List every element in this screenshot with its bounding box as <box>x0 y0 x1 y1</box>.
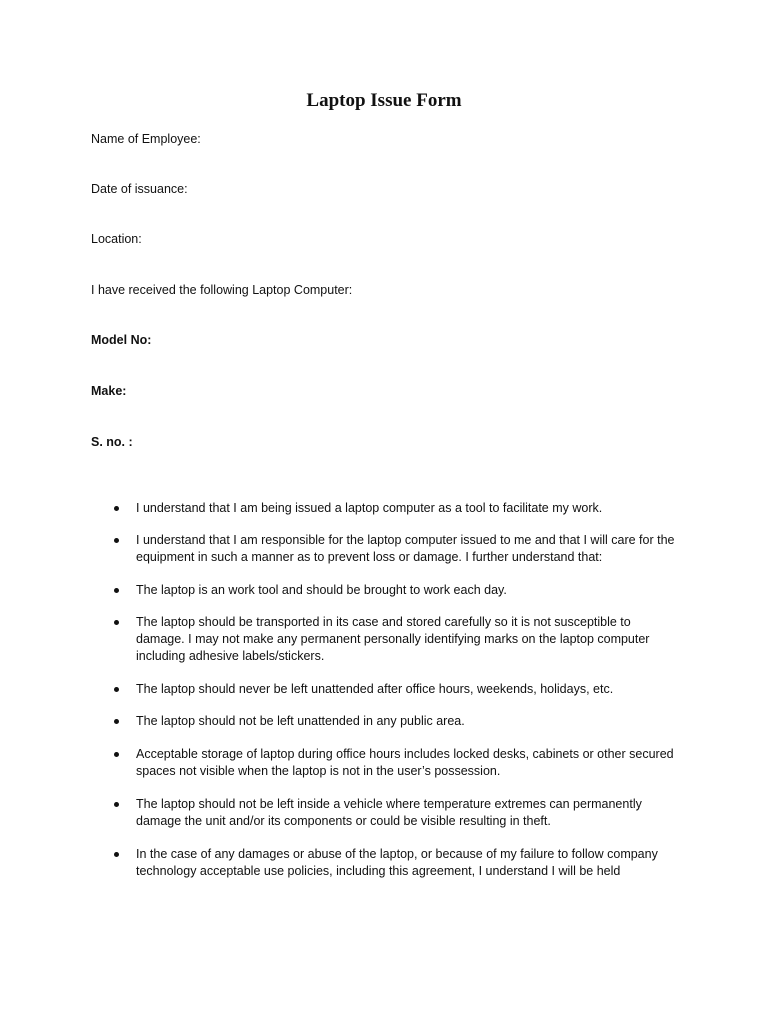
model-number-label: Model No: <box>91 333 152 347</box>
bullet-icon <box>114 802 119 807</box>
location-label: Location: <box>91 232 142 246</box>
bullet-icon <box>114 538 119 543</box>
list-item-text: The laptop should never be left unattended after office hours, weekends, holidays, etc. <box>136 682 614 696</box>
bullet-icon <box>114 852 119 857</box>
list-item-text: The laptop should not be left unattended in any public area. <box>136 714 465 728</box>
employee-name-label: Name of Employee: <box>91 132 201 146</box>
bullet-icon <box>114 687 119 692</box>
date-of-issuance-label: Date of issuance: <box>91 182 188 196</box>
list-item-text: The laptop is an work tool and should be brought to work each day. <box>136 583 507 597</box>
list-item-text: The laptop should not be left inside a vehicle where temperature extremes can permanently damage the unit and/or its components or could be visible resulting in theft. <box>136 797 642 828</box>
list-item-text: I understand that I am being issued a laptop computer as a tool to facilitate my work. <box>136 501 603 515</box>
bullet-icon <box>114 620 119 625</box>
bullet-icon <box>114 506 119 511</box>
bullet-icon <box>114 719 119 724</box>
list-item-text: The laptop should be transported in its case and stored carefully so it is not susceptible to damage. I may not make any permanent personally identifying marks on the laptop computer including adhesive labels/stickers. <box>136 615 650 663</box>
serial-number-label: S. no. : <box>91 435 133 449</box>
make-label: Make: <box>91 384 127 398</box>
bullet-icon <box>114 752 119 757</box>
form-title: Laptop Issue Form <box>306 90 462 111</box>
list-item-text: Acceptable storage of laptop during office hours includes locked desks, cabinets or other secured spaces not visible when the laptop is not in the user’s possession. <box>136 747 674 778</box>
bullet-icon <box>114 588 119 593</box>
received-laptop-label: I have received the following Laptop Computer: <box>91 283 353 297</box>
list-item-text: I understand that I am responsible for the laptop computer issued to me and that I will care for the equipment in such a manner as to prevent loss or damage. I further understand that: <box>136 533 675 564</box>
list-item-text: In the case of any damages or abuse of the laptop, or because of my failure to follow company technology acceptable use policies, including this agreement, I understand I will be held <box>136 847 658 878</box>
